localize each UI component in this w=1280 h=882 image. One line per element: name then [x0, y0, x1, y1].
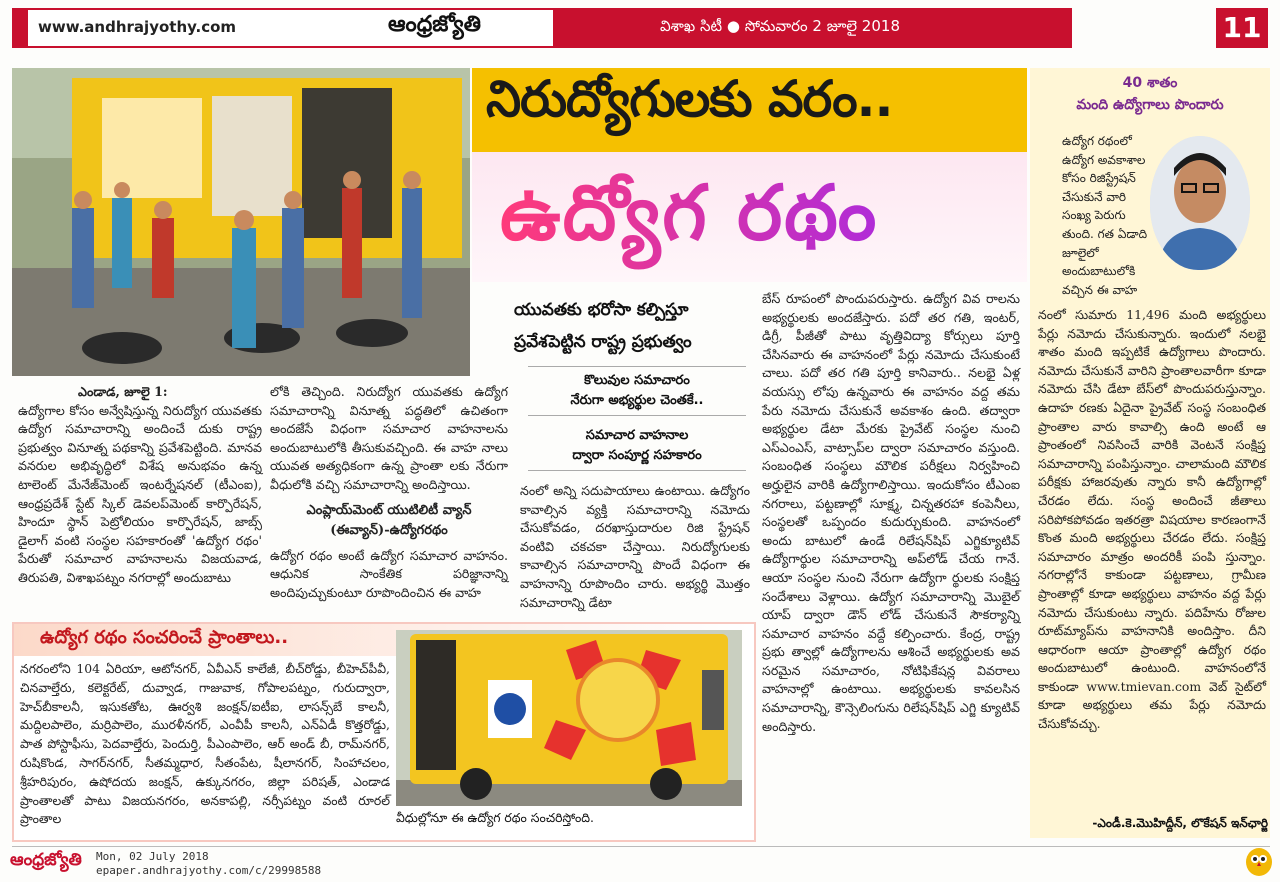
column-3-box-2	[528, 422, 746, 471]
sidebar-text-body: నంలో సుమారు 11,496 మంది అభ్యర్థులు పేర్లు నమోదు చేసుకున్నారు. ఇందులో నలభై శాతం మంది ఇప్పటికే ఉద్యోగాలు పొందారు. నమోదు చేసుకునే వారిని ప్రాంతాలవారీగా కూడా నమోదు చేసి డేటా బేస్‌లో పొందుపరుస్తున్నాం. ఉదాహ రణకు ఏదైనా ప్రైవేట్ సంస్థ సంబంధిత ప్రాంతాల వారు కావాల్సి ఉంది అంటే ఆ ప్రాంతంలో నివసించే వారికి వెంటనే సంక్షిప్త సమాచారాన్ని పంపిస్తున్నాం. చాలామంది మౌలిక పరీక్షకు హాజరవుతు న్నారు కానీ ఉద్యోగాల్లో చేరడం లేదు. సంస్థ అందించే జీతాలు సరిపోకపోవడం ఇతరత్రా విషయాల కారణంగానే కొంత మంది అభ్యర్థులు చేరడం లేదు. సంక్షిప్త సమాచారం మాత్రం అందరికీ పంపి స్తున్నాం. నగరాల్లోనే కాకుండా పట్టణాలు, గ్రామీణ ప్రాంతాల్లో కూడా అభ్యర్థులు వాహనం వద్ద పేర్లు నమోదు చేసుకుంటు న్నారు. పదిహేను రోజుల రూట్‌మ్యాప్‌ను వాహనానికి అందిస్తాం. దీని ఆధారంగా ఆయా ప్రాంతాల్లో ఉద్యోగ రథం అందుబాటులో ఉంటుంది. వాహనంలోనే కాకుండా www.tmievan.com వెబ్ సైట్‌లో కూడా అభ్యర్థులు తమ పేర్లు నమోదు చేసుకోవచ్చు.	[1038, 307, 1266, 732]
dateline-lead: ఎండాడ, జూలై 1:	[78, 384, 168, 399]
crowd-at-bus-illustration	[12, 68, 470, 376]
areas-heading: ఉద్యోగ రథం సంచరించే ప్రాంతాలు..	[40, 627, 289, 648]
article-column-2	[270, 383, 508, 602]
box-1-line-1: కొలువుల సమాచారం	[584, 373, 690, 388]
page-dateline: విశాఖ సిటీ ● సోమవారం 2 జూలై 2018	[660, 17, 900, 35]
footer-date: Mon, 02 July 2018	[96, 850, 209, 863]
owl-glyph	[1246, 848, 1272, 876]
masthead-logo: ఆంధ్రజ్యోతి	[388, 11, 481, 37]
sidebar-heading-line-2: మంది ఉద్యోగాలు పొందారు	[1076, 97, 1224, 113]
footer-meta	[96, 850, 321, 878]
column-1-text: ఉద్యోగాల కోసం అన్వేషిస్తున్న నిరుద్యోగ యువతకు ఉద్యోగ సమాచారాన్ని అందించే దుకు రాష్ట్ర ప్రభుత్వం వినూత్న పథకాన్ని ప్రవేశపెట్టింది. మానవ వనరుల అభివృద్ధిలో విశేష అనుభవం ఉన్న టాలెంట్ మేనేజ్‌మెంట్ ఇంటర్నేషనల్ (టీఎంఐ), ఆంధ్రప్రదేశ్ స్టేట్ స్కిల్ డెవలప్‌మెంట్ కార్పొరేషన్, హిందూ స్థాన్ పెట్రోలియం కార్పొరేషన్, జాబ్స్ డైలాగ్ వంటి సంస్థల సహకారంతో 'ఉద్యోగ రథం' పేరుతో సమాచార వాహనాలను విజయవాడ, తిరుపతి, విశాఖపట్నం నగరాల్లో అందుబాటు	[18, 402, 262, 585]
column-3-box-1	[528, 366, 746, 416]
page-number: 11	[1216, 8, 1268, 48]
column-2-text-b: ఉద్యోగ రథం అంటే ఉద్యోగ సమాచార వాహనం. ఆధునిక సాంకేతిక పరిజ్ఞానాన్ని అందిపుచ్చుకుంటూ రూపొందించిన ఈ వాహ	[270, 547, 508, 600]
areas-text: నగరంలోని 104 ఏరియా, ఆటోనగర్, ఏవీఎన్ కాలేజీ, బీచ్‌రోడ్డు, బీహెచ్‌పీవీ, చినవాల్తేరు, కలెక్టరేట్, దువ్వాడ, గాజువాక, గోపాలపట్నం, గురుద్వారా, హెచ్‌బీకాలనీ, ఇసుకతోట, ఊర్వశి జంక్షన్/ఐటీఐ, లాసన్స్‌బే కాలనీ, మద్దిలపాలెం, మర్రిపాలెం, మురళీనగర్, ఎంవీపీ కాలనీ, ఎన్‌ఏడీ కొత్తరోడ్డు, పాత పోస్టాఫీసు, పెదవాల్తేరు, పెందుర్తి, పీఎంపాలెం, ఆర్ అండ్ బీ, రామ్‌నగర్, రుషికొండ, సాగర్‌నగర్, సీతమ్మధార, సీతంపేట, షీలానగర్, సింహాచలం, శ్రీహరిపురం, ఉషోదయ జంక్షన్, ఉక్కునగరం, జిల్లా పరిషత్, ఎండాడ ప్రాంతాలతో పాటు విజయనగరం, అనకాపల్లి, నర్సీపట్నం వంటి రూరల్ ప్రాంతాల	[20, 661, 390, 827]
bus-caption: వీధుల్లోనూ ఈ ఉద్యోగ రథం సంచరిస్తోంది.	[396, 810, 594, 825]
column-2-subhead: ఎంప్లాయ్‌మెంట్ యుటిలిటీ వ్యాన్ (ఈవ్యాన్)-ఉద్యోగరథం	[306, 502, 472, 538]
person-portrait-illustration	[1150, 136, 1250, 270]
box-1-line-2: నేరుగా అభ్యర్థుల చెంతకే..	[570, 393, 704, 408]
sidebar-heading	[1030, 72, 1270, 116]
site-url[interactable]: www.andhrajyothy.com	[38, 18, 237, 36]
bus-illustration	[396, 630, 742, 806]
headline: నిరుద్యోగులకు వరం..	[486, 70, 893, 128]
column-2-text-a: లోకి తెచ్చింది. నిరుద్యోగ యువతకు ఉద్యోగ సమాచారాన్ని వినూత్న పద్ధతిలో ఉచితంగా అందజేసే విధంగా సమాచార వాహనాలను అందుబాటులోకి తీసుకువచ్చింది. ఈ వాహ నాలు యువత అత్యధికంగా ఉన్న ప్రాంతా లకు నేరుగా వీధులోకి వచ్చి సమాచారాన్ని అందిస్తాయి.	[270, 384, 508, 492]
article-column-1	[18, 383, 262, 588]
box-2-line-2: ద్వారా సంపూర్ణ సహకారం	[572, 448, 702, 463]
strap-line-2: ప్రవేశపెట్టిన రాష్ట్ర ప్రభుత్వం	[514, 332, 692, 352]
sidebar-signoff: -ఎండీ.కె.మొహిద్దీన్, లొకేషన్ ఇన్‌ఛార్జి	[1092, 816, 1268, 830]
footer-epaper-link[interactable]: epaper.andhrajyothy.com/c/29998588	[96, 864, 322, 877]
owl-icon[interactable]	[1246, 848, 1272, 876]
bus-photo	[396, 630, 742, 806]
footer-rule	[12, 846, 1270, 847]
article-column-4: బేస్ రూపంలో పొందుపరుస్తారు. ఉద్యోగ వివ రాలను అభ్యర్థులకు అందజేస్తారు. పదో తర గతి, ఇంటర్, డిగ్రీ, పీజీతో పాటు వృత్తివిద్యా కోర్సులు పూర్తి చేసినవారు ఈ వాహనంలో పేర్లు నమోదు చేసుకుంటే చాలు. పదో తర గతి పూర్తి కానివారు.. నలభై ఏళ్ల వయస్సు లోపు ఉన్నవారు ఈ వాహనం వద్ద తమ పేరు నమోదు చేసుకునే అవకాశం ఉంది. తద్వారా అభ్యర్థుల డేటా మేరకు ప్రైవేట్ సంస్థల నుంచి ఎస్‌ఎంఎస్, వాట్సాప్‌ల ద్వారా సమాచారం వస్తుంది. సంబంధిత సంస్థలు మౌలిక పరీక్షలు నిర్వహించి అర్హులైన వారికి ఉద్యోగాలిస్తాయి. ఇందుకోసం టీఎంఐ నగరాలు, పట్టణాల్లో సూక్ష్మ, చిన్నతరహా కంపెనీలు, సంస్థలతో ఒప్పందం కుదుర్చుకుంది. వాహనంలో అందు బాటులో ఉండే రిలేషన్‌షిప్ ఎగ్జిక్యూటివ్ ఉద్యోగార్థుల సమాచారాన్ని అప్‌లోడ్ చేయ గానే. ఆయా సంస్థల నుంచి నేరుగా ఉద్యోగా ర్థులకు సంక్షిప్త సందేశాలు వెళ్లాయి. ఉద్యోగ సమాచారాన్ని మొబైల్ యాప్ ద్వారా డౌన్ లోడ్ చేసుకునే సౌకర్యాన్ని సమాచార వాహనం వద్దే కల్పించారు. కేంద్ర, రాష్ట్ర ప్రభు త్వాల్లో ఉద్యోగాలను ఆశించే అభ్యర్థులకు అవ సరమైన సమాచారం, నోటిఫికేషన్ల వివరాలు వాహనాల్లో ఉంటాయి. అభ్యర్థులకు కావలసిన సమాచారాన్ని, కౌన్సెలింగును రిలేషన్‌షిప్ ఎగ్జి క్యూటివ్ అందిస్తారు.	[762, 291, 1020, 734]
top-photo	[12, 68, 470, 376]
interviewee-photo	[1150, 136, 1250, 270]
sidebar-heading-line-1: 40 శాతం	[1122, 75, 1178, 91]
article-column-3: నంలో అన్ని సదుపాయాలు ఉంటాయి. ఉద్యోగం కావాల్సిన వ్యక్తి సమాచారాన్ని నమోదు చేసుకోవడం, దరఖాస్తుదారుల రిజి స్ట్రేషన్ వంటివి చకచకా చేస్తాయి. నిరుద్యోగులకు కావాల్సిన సమాచారాన్ని పొందే విధంగా ఈ వాహనాన్ని రూపొందిం చారు. అభ్యర్థి మొత్తం సమాచారాన్ని డేటా	[520, 483, 750, 610]
strap	[514, 298, 754, 354]
strap-line-1: యువతకు భరోసా కల్పిస్తూ	[514, 300, 689, 320]
footer-logo: ఆంధ్రజ్యోతి	[10, 850, 82, 870]
subheadline: ఉద్యోగ రథం	[500, 168, 878, 276]
sidebar-text-top: ఉద్యోగ రథంలో ఉద్యోగ అవకాశాల కోసం రిజిస్ట్రేషన్ చేసుకునే వారి సంఖ్య పెరుగు తుంది. గత ఏడాది జూలైలో అందుబాటులోకి వచ్చిన ఈ వాహ	[1062, 134, 1148, 297]
box-2-line-1: సమాచార వాహనాల	[585, 428, 689, 443]
